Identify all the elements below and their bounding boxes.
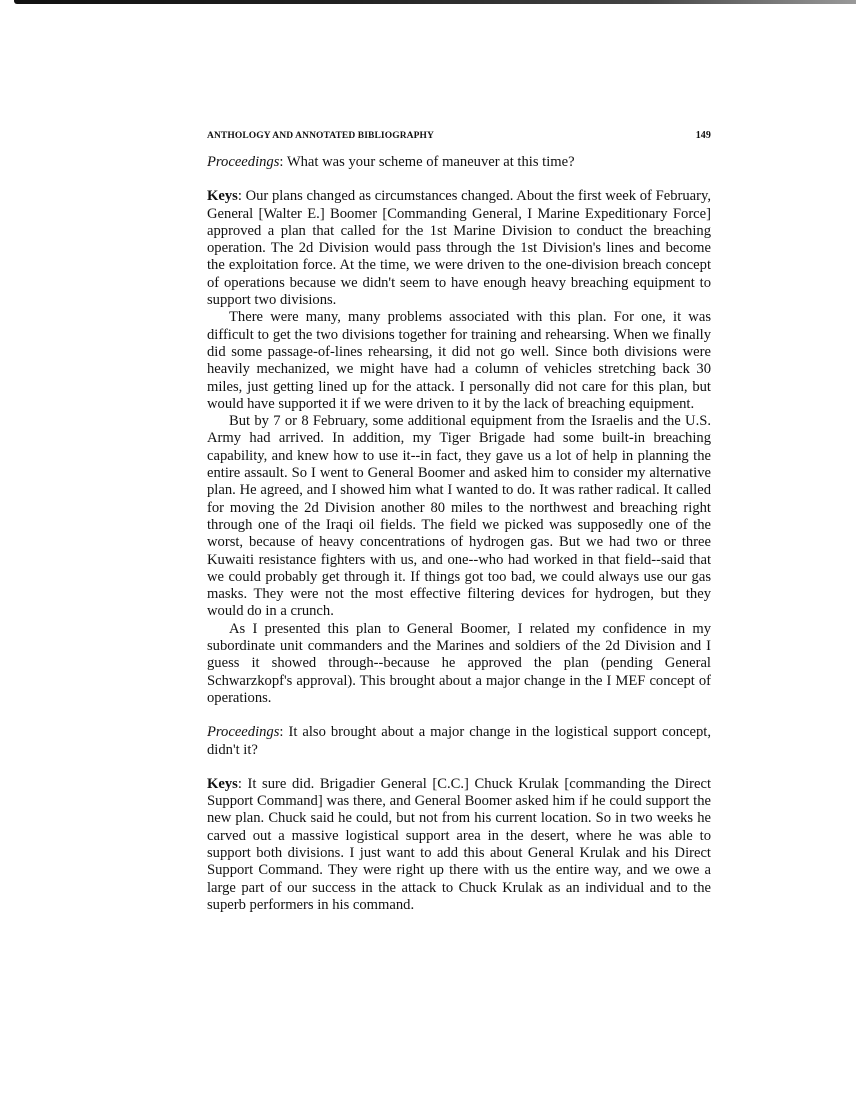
paragraph-text: It also brought about a major change in the logistical support concept, didn't it? [207,724,711,758]
question-paragraph [207,154,711,171]
document-page [207,130,711,931]
answer-paragraph [207,776,711,914]
answer-block [207,188,711,707]
speaker-separator: : [237,775,248,792]
running-title: ANTHOLOGY AND ANNOTATED BIBLIOGRAPHY [207,131,434,141]
answer-paragraph: As I presented this plan to General Boomer, I related my confidence in my subordinate unit commanders and the Marines and soldiers of the 2d Division and I guess it showed through--because he approved the plan (pending General Schwarzkopf's approval). This brought about a major change in the I MEF concept of operations. [207,620,711,706]
page-number: 149 [695,130,711,141]
speaker-separator: : [279,724,289,741]
speaker-label: Proceedings [207,724,280,741]
answer-block [207,776,711,914]
paragraph-text: Our plans changed as circumstances changed. About the first week of February, General [Walter E.] Boomer [Commanding General, I Marine Expeditionary Force] approved a plan that called for the 1st Marine Division to conduct the breaching operation. The 2d Division would pass through the 1st Division's lines and become the exploitation force. At the time, we were driven to the one-division breach concept of operations because we didn't seem to have enough heavy breaching equipment to support two divisions. [207,188,712,309]
question-paragraph [207,724,711,759]
speaker-separator: : [237,188,246,205]
question-block [207,154,711,171]
speaker-label: Proceedings [207,154,280,170]
paragraph-text: It sure did. Brigadier General [C.C.] Chuck Krulak [commanding the Direct Support Command] was there, and General Boomer asked him if he could support the new plan. Chuck said he could, but not from his current location. So in two weeks he carved out a massive logistical support area in the desert, where he was able to support both divisions. I just want to add this about General Krulak and his Direct Support Command. They were right up there with us the entire way, and we owe a large part of our success in the attack to Chuck Krulak as an individual and to the superb performers in his command. [207,775,712,913]
answer-paragraph: But by 7 or 8 February, some additional equipment from the Israelis and the U.S. Army had arrived. In addition, my Tiger Brigade had some built-in breaching capability, and knew how to use it--in fact, they gave us a lot of help in planning the entire assault. So I went to General Boomer and asked him to consider my alternative plan. He agreed, and I showed him what I wanted to do. It was rather radical. It called for moving the 2d Division another 80 miles to the northwest and breaching right through one of the Iraqi oil fields. The field we picked was supposedly one of the worst, because of heavy concentrations of hydrogen gas. But we had two or three Kuwaiti resistance fighters with us, and one--who had worked in that field--said that we could probably get through it. If things got too bad, we could always use our gas masks. They were not the most effective filtering devices for hydrogen, but they would do in a crunch. [207,413,711,620]
speaker-separator: : [279,154,287,170]
running-head [207,130,711,144]
paragraph-text: What was your scheme of maneuver at this time? [286,154,575,170]
speaker-label: Keys [207,775,238,792]
question-block [207,724,711,759]
scan-edge-artifact [14,0,856,4]
speaker-label: Keys [207,188,238,205]
answer-paragraph: There were many, many problems associated with this plan. For one, it was difficult to get the two divisions together for training and rehearsing. When we finally did some passage-of-lines rehearsing, it did not go well. Since both divisions were heavily mechanized, we might have had a column of vehicles stretching back 30 miles, just getting lined up for the attack. I personally did not care for this plan, but would have supported it if we were driven to it by the lack of breaching equipment. [207,309,711,412]
answer-paragraph [207,188,711,309]
